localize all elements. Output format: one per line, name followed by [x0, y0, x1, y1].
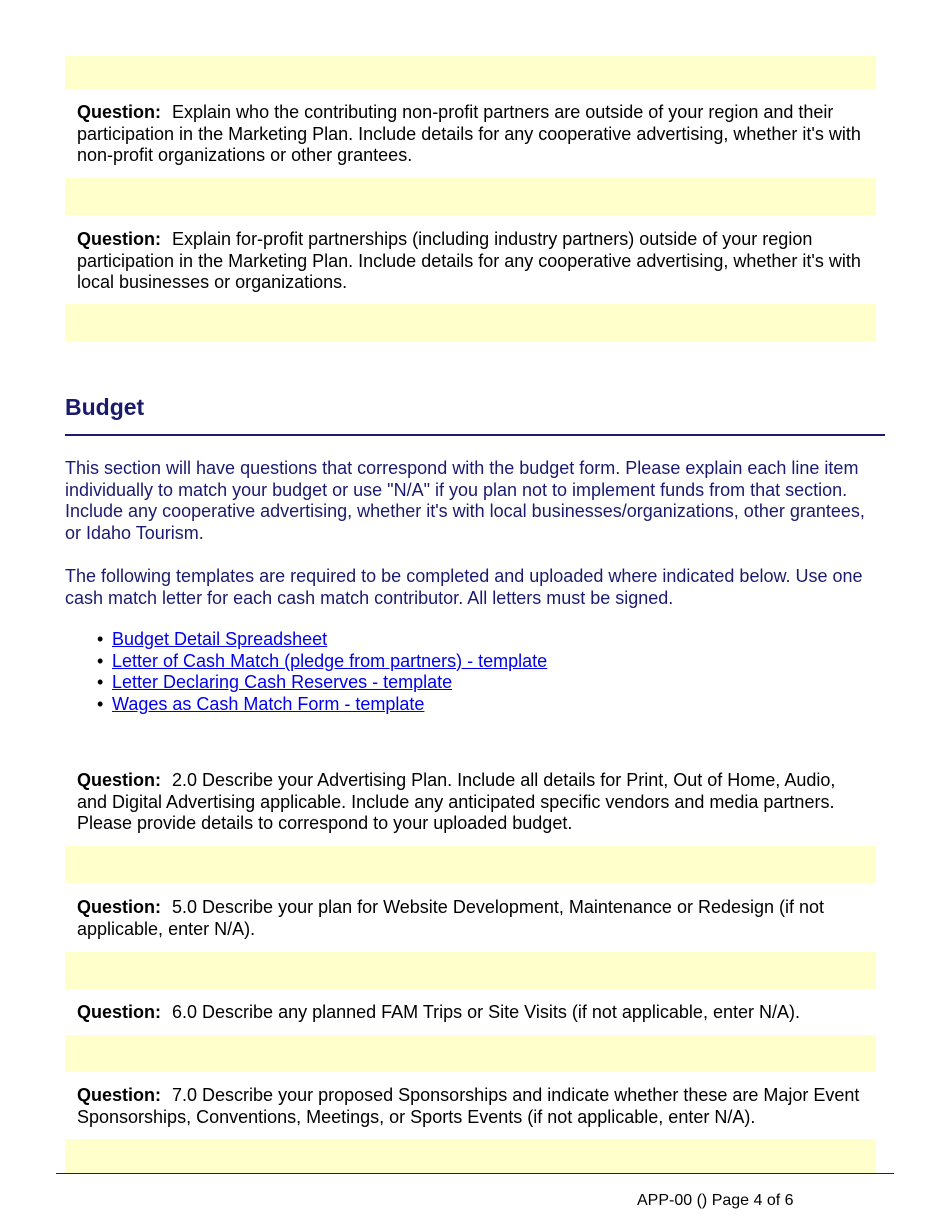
question-nonprofit-partners: [77, 102, 867, 167]
answer-field-nonprofit-partners[interactable]: [65, 178, 876, 215]
list-item: [95, 629, 547, 651]
budget-templates-note: The following templates are required to be completed and uploaded where indicated below. Use one cash match letter for each cash match contributor. All letters must be signed.: [65, 566, 863, 608]
question-label: Question:: [77, 897, 161, 917]
link-budget-detail-spreadsheet[interactable]: Budget Detail Spreadsheet: [112, 629, 328, 649]
link-letter-cash-reserves[interactable]: Letter Declaring Cash Reserves - template: [112, 672, 453, 693]
question-text: 7.0 Describe your proposed Sponsorships and indicate whether these are Major Event Sponsorships, Conventions, Meetings, or Sports Events (if not applicable, enter N/A).: [77, 1085, 860, 1127]
question-label: Question:: [77, 1002, 161, 1022]
question-sponsorships: [77, 1085, 867, 1128]
question-label: Question:: [77, 229, 161, 249]
budget-intro: This section will have questions that correspond with the budget form. Please explain each line item individually to match your budget or use "N/A" if you plan not to implement funds from that section. Include any cooperative advertising, whether it's with local businesses/organizations, other grantees, or Idaho Tourism.: [65, 458, 865, 544]
budget-divider: [65, 434, 885, 436]
link-wages-cash-match[interactable]: Wages as Cash Match Form - template: [112, 694, 425, 715]
bullet-icon: •: [97, 672, 104, 693]
question-text: 2.0 Describe your Advertising Plan. Include all details for Print, Out of Home, Audio, and Digital Advertising applicable. Include any anticipated specific vendors and media partners. Please provide details to correspond to your uploaded budget.: [77, 770, 836, 833]
answer-field-forprofit-partners[interactable]: [65, 304, 876, 341]
bullet-icon: •: [97, 629, 104, 649]
list-item: [95, 672, 547, 694]
template-link-list: [95, 629, 547, 716]
question-label: Question:: [77, 102, 161, 122]
question-website-development: [77, 897, 867, 940]
list-item: [95, 694, 547, 716]
question-fam-trips: [77, 1002, 867, 1024]
question-label: Question:: [77, 770, 161, 790]
bullet-icon: •: [97, 650, 104, 671]
answer-field-prev[interactable]: [65, 56, 876, 89]
list-item: [95, 651, 547, 673]
link-letter-cash-match[interactable]: Letter of Cash Match (pledge from partners) - template: [112, 650, 548, 671]
footer-divider: [56, 1173, 894, 1174]
question-text: 5.0 Describe your plan for Website Development, Maintenance or Redesign (if not applicable, enter N/A).: [77, 897, 825, 939]
answer-field-advertising-plan[interactable]: [65, 846, 876, 883]
bullet-icon: •: [97, 694, 104, 715]
question-text: Explain who the contributing non-profit partners are outside of your region and their participation in the Marketing Plan. Include details for any cooperative advertising, whether it's with non-profit organizations or other grantees.: [77, 102, 861, 165]
answer-field-sponsorships[interactable]: [65, 1139, 876, 1173]
answer-field-fam-trips[interactable]: [65, 1035, 876, 1072]
answer-field-website-development[interactable]: [65, 952, 876, 989]
question-label: Question:: [77, 1085, 161, 1105]
question-advertising-plan: [77, 770, 867, 835]
question-text: Explain for-profit partnerships (including industry partners) outside of your region participation in the Marketing Plan. Include details for any cooperative advertising, whether it's with local businesses or organizations.: [77, 229, 861, 292]
page-number: APP-00 () Page 4 of 6: [637, 1192, 794, 1209]
budget-heading: Budget: [65, 394, 145, 420]
question-text: 6.0 Describe any planned FAM Trips or Site Visits (if not applicable, enter N/A).: [172, 1002, 800, 1022]
question-forprofit-partners: [77, 229, 867, 294]
